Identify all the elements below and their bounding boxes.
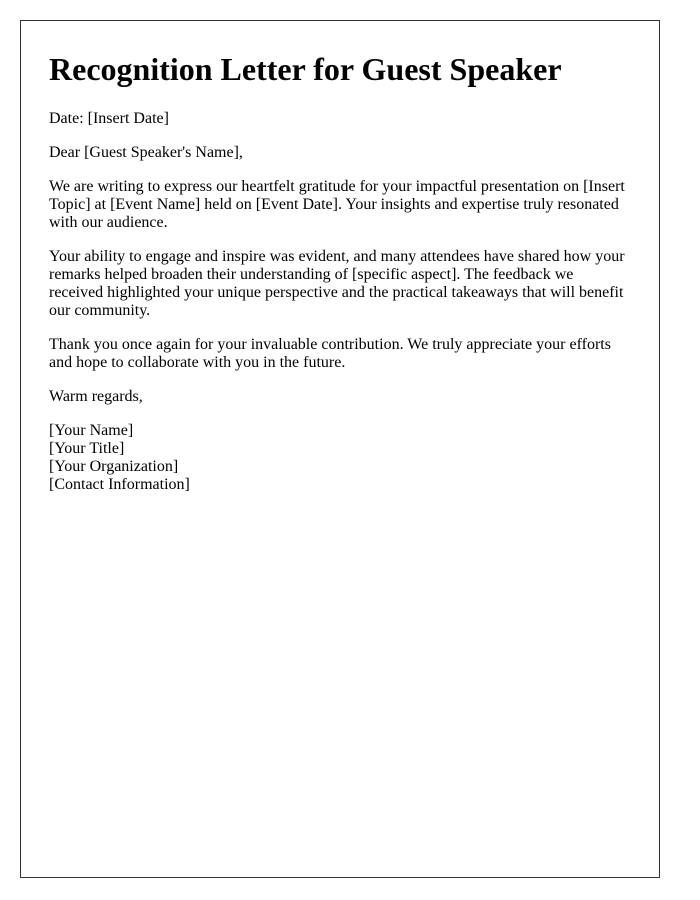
signature-organization: [Your Organization]: [49, 457, 179, 475]
signature-block: [49, 422, 631, 494]
letter-title: Recognition Letter for Guest Speaker: [49, 51, 562, 87]
signature-title: [Your Title]: [49, 439, 125, 457]
letter-closing: Warm regards,: [49, 387, 143, 405]
letter-page: [20, 20, 660, 878]
signature-contact: [Contact Information]: [49, 475, 190, 493]
signature-name: [Your Name]: [49, 421, 134, 439]
letter-salutation: Dear [Guest Speaker's Name],: [49, 143, 243, 161]
letter-paragraph-3: Thank you once again for your invaluable contribution. We truly appreciate your efforts and hope to collaborate with you in the future.: [49, 335, 611, 371]
letter-paragraph-1: We are writing to express our heartfelt gratitude for your impactful presentation on [Insert Topic] at [Event Name] held on [Event Date]. Your insights and expertise truly resonated with our audience.: [49, 177, 625, 231]
letter-date: Date: [Insert Date]: [49, 109, 169, 127]
letter-paragraph-2: Your ability to engage and inspire was evident, and many attendees have shared how your remarks helped broaden their understanding of [specific aspect]. The feedback we received highlighted your unique perspective and the practical takeaways that will benefit our community.: [49, 247, 625, 319]
